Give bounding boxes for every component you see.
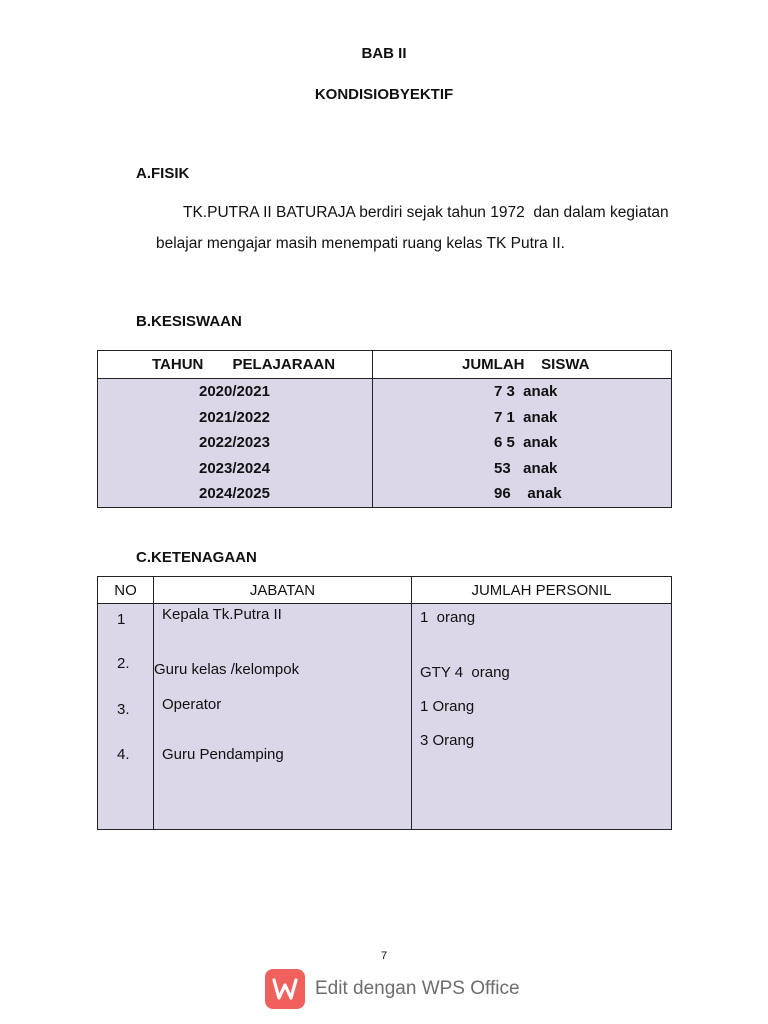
position-column	[154, 604, 412, 830]
position-cell: Kepala Tk.Putra II	[162, 606, 282, 623]
edit-with-wps-button[interactable]	[265, 968, 520, 1010]
personnel-cell: 3 Orang	[420, 732, 475, 749]
count-cell: 96 anak	[494, 485, 562, 502]
no-cell: 2.	[117, 655, 130, 672]
section-c-heading: C.KETENAGAAN	[136, 549, 257, 566]
section-a-paragraph-line2: belajar mengajar masih menempati ruang kelas TK Putra II.	[156, 235, 565, 252]
year-cell: 2022/2023	[199, 434, 270, 451]
table-header-row	[98, 577, 672, 604]
count-cell: 6 5 anak	[494, 434, 558, 451]
header-year: TAHUN PELAJARAAN	[98, 351, 373, 379]
personnel-cell: GTY 4 orang	[420, 664, 510, 681]
section-a-heading: A.FISIK	[136, 165, 190, 182]
count-cell: 53 anak	[494, 459, 558, 477]
year-cell: 2023/2024	[199, 459, 270, 477]
year-column	[98, 379, 373, 508]
table-body-row	[98, 379, 672, 508]
personnel-cell: 1 orang	[420, 609, 476, 626]
page-title: KONDISIOBYEKTIF	[314, 86, 454, 103]
no-cell: 4.	[117, 746, 130, 763]
header-position: JABATAN	[154, 577, 412, 604]
header-no: NO	[98, 577, 154, 604]
staff-table	[97, 576, 672, 830]
table-body-row	[98, 604, 672, 830]
count-column	[373, 379, 672, 508]
no-cell: 1	[117, 611, 126, 628]
section-a-paragraph-line1: TK.PUTRA II BATURAJA berdiri sejak tahun 1972 dan dalam kegiatan	[183, 204, 669, 221]
count-cell: 7 1 anak	[494, 408, 558, 426]
chapter-title: BAB II	[361, 45, 407, 62]
position-cell: Operator	[162, 696, 222, 713]
no-cell: 3.	[117, 701, 130, 718]
position-cell: Guru kelas /kelompok	[154, 661, 300, 678]
year-cell: 2020/2021	[199, 383, 270, 400]
year-cell: 2024/2025	[199, 485, 270, 502]
header-personnel: JUMLAH PERSONIL	[412, 577, 672, 604]
count-cell: 7 3 anak	[494, 383, 558, 400]
wps-office-icon	[265, 969, 305, 1009]
section-b-heading: B.KESISWAAN	[136, 313, 242, 330]
year-cell: 2021/2022	[199, 408, 270, 426]
header-count: JUMLAH SISWA	[373, 351, 672, 379]
student-count-table	[97, 350, 672, 508]
page-number: 7	[380, 950, 388, 962]
table-header-row	[98, 351, 672, 379]
edit-with-wps-label: Edit dengan WPS Office	[315, 978, 520, 999]
position-cell: Guru Pendamping	[162, 746, 284, 763]
no-column	[98, 604, 154, 830]
personnel-cell: 1 Orang	[420, 698, 475, 715]
personnel-column	[412, 604, 672, 830]
